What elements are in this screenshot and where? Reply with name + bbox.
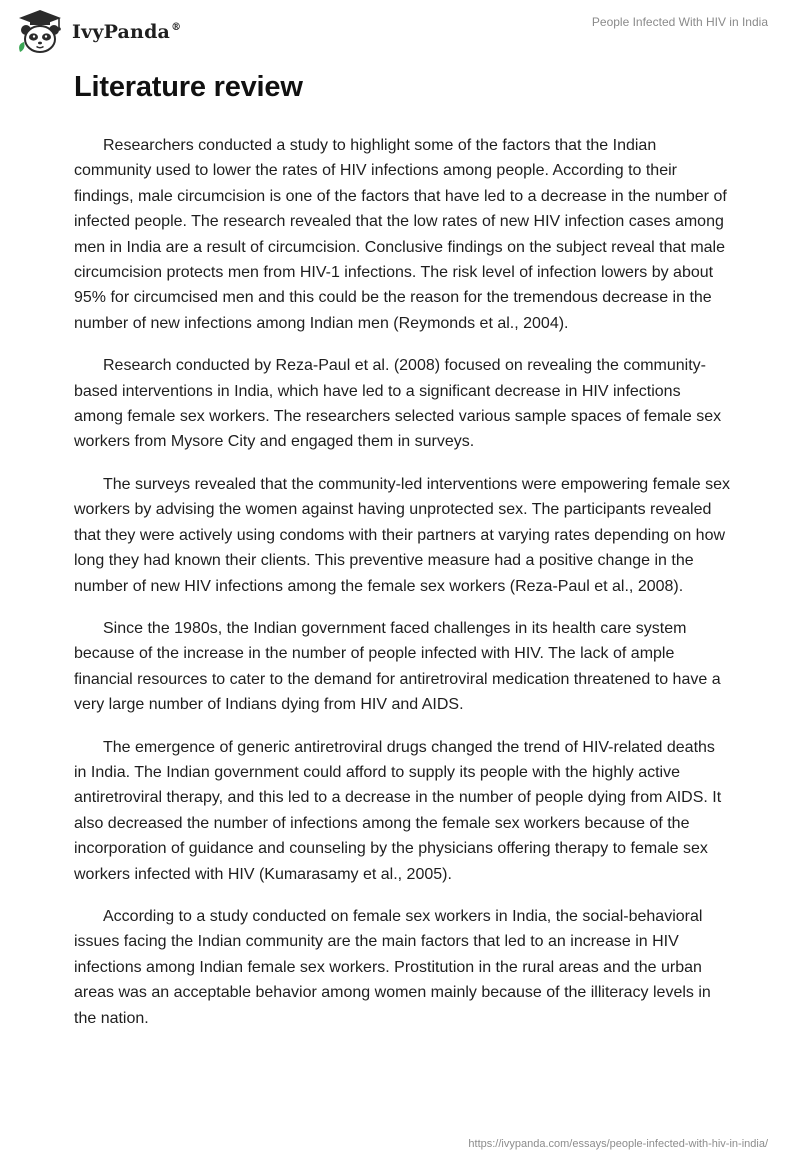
- paragraph-2: Research conducted by Reza-Paul et al. (2008) focused on revealing the community-based interventions in India, which have led to a significant decrease in HIV infections among female sex workers. The researchers selected various sample spaces of female sex workers from Mysore City and engaged them in surveys.: [74, 357, 722, 451]
- paragraph-3: The surveys revealed that the community-led interventions were empowering female sex workers by advising the women against having unprotected sex. The participants revealed that they were actively using condoms with their partners at varying rates depending on how long they had known their clients. This preventive measure had a positive change in the number of new HIV infections among the female sex workers (Reza-Paul et al., 2008).: [74, 475, 730, 595]
- paragraph-1: Researchers conducted a study to highlight some of the factors that the Indian community used to lower the rates of HIV infections among people. According to their findings, male circumcision is one of the factors that have led to a decrease in the number of infected people. The research revealed that the low rates of new HIV infection cases among men in India are a result of circumcision. Conclusive findings on the subject reveal that male circumcision protects men from HIV-1 infections. The risk level of infection lowers by about 95% for circumcised men and this could be the reason for the tremendous decrease in the number of new infections among Indian men (Reymonds et al., 2004).: [74, 137, 727, 332]
- paragraph-4: Since the 1980s, the Indian government faced challenges in its health care system because of the increase in the number of people infected with HIV. The lack of ample financial resources to cater to the demand for antiretroviral medication threatened to have a very large number of Indians dying from HIV and AIDS.: [74, 619, 721, 714]
- page-header: [0, 0, 800, 70]
- paragraph-5: The emergence of generic antiretroviral drugs changed the trend of HIV-related deaths in India. The Indian government could afford to supply its people with the highly active antiretroviral therapy, and this led to a decrease in the number of people dying from AIDS. It also decreased the number of infections among the female sex workers because of the incorporation of guidance and counseling by the physicians offering therapy to female sex workers infected with HIV (Kumarasamy et al., 2005).: [74, 738, 722, 883]
- source-url-link[interactable]: https://ivypanda.com/essays/people-infected-with-hiv-in-india/: [468, 1138, 768, 1150]
- ivypanda-logo[interactable]: [14, 8, 181, 56]
- registered-mark: ®: [171, 22, 182, 33]
- logo-wordmark: IvyPanda®: [72, 21, 182, 43]
- panda-mascot-icon: [14, 8, 66, 56]
- paragraph-6: According to a study conducted on female sex workers in India, the social-behavioral issues facing the Indian community are the main factors that led to an increase in HIV infections among Indian female sex workers. Prostitution in the rural areas and the urban areas was an acceptable behavior among women mainly because of the illiteracy levels in the nation.: [74, 907, 711, 1027]
- section-heading: Literature review: [74, 71, 303, 103]
- running-title: People Infected With HIV in India: [591, 15, 768, 29]
- article-body: [74, 133, 730, 1048]
